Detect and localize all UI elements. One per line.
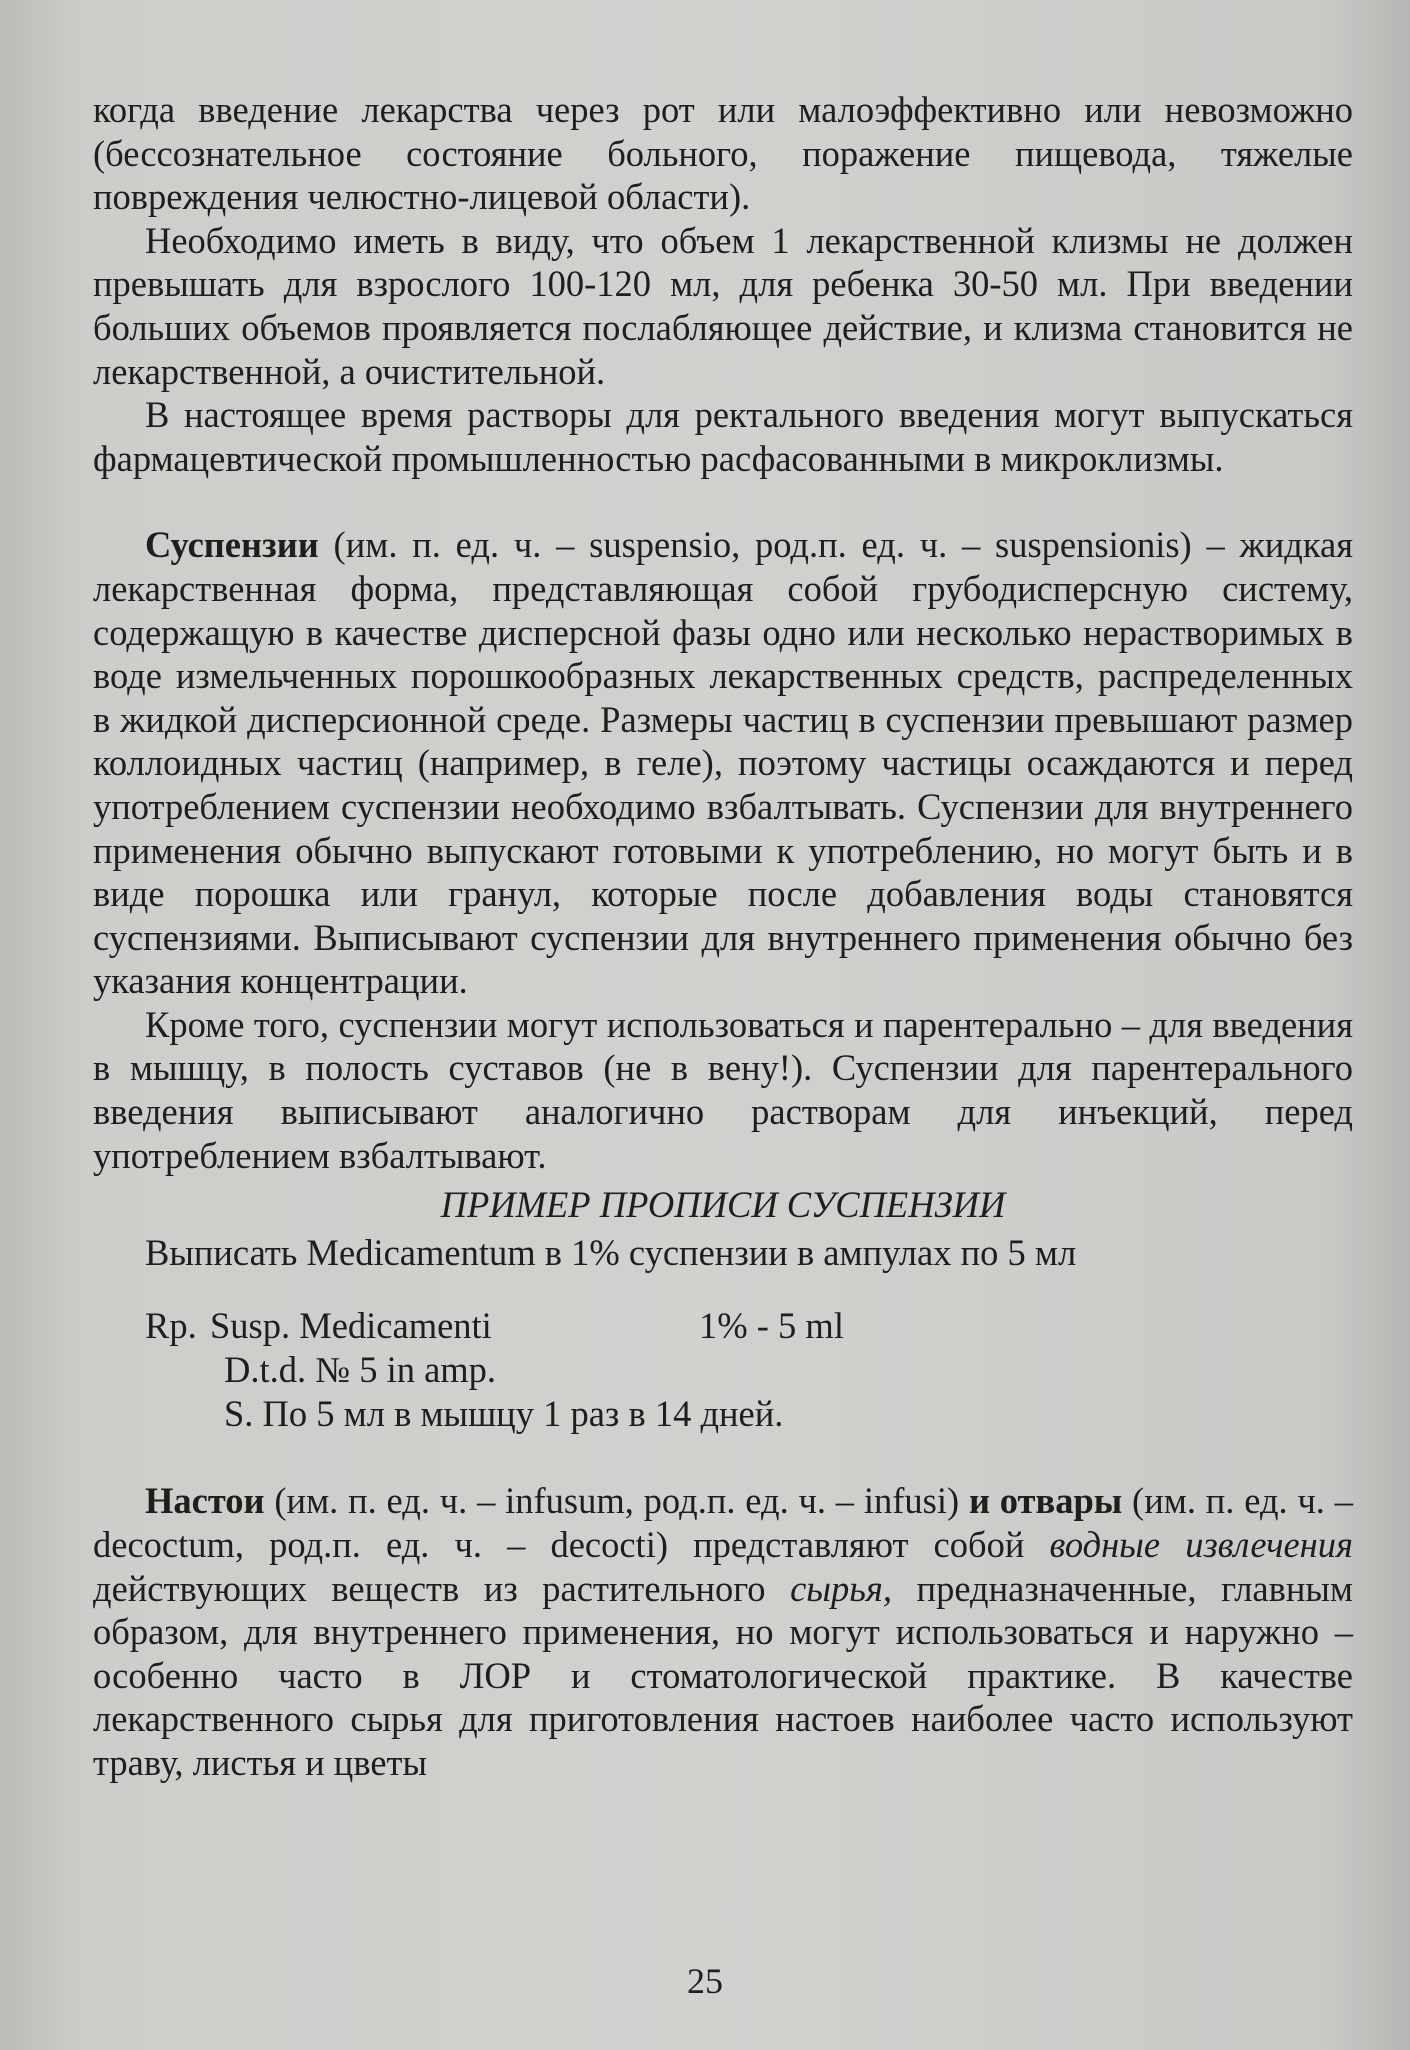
paragraph-enema-volume: Необходимо иметь в виду, что объем 1 лекарственной клизмы не должен превышать для взрослого 100-120 мл, для ребенка 30-50 мл. При введении больших объемов проявляется послабляющее действие, и клизма становится не лекарственной, а очистительной. [93,219,1353,392]
rx-dtd: D.t.d. № 5 in amp. [224,1349,497,1391]
term-infusions: Настои [145,1480,265,1522]
paragraph-infusions-decoctions [93,1479,1353,1784]
rx-label: Rp. [145,1305,197,1347]
page-number: 25 [687,1961,723,2001]
example-title: ПРИМЕР ПРОПИСИ СУСПЕНЗИИ [440,1184,1006,1226]
italic-raw-material: сырья, [790,1567,892,1609]
paragraph-microenemas: В настоящее время растворы для ректального введения могут выпускаться фармацевтической промышленностью расфасованными в микроклизмы. [93,394,1353,479]
paragraph-suspensions [93,523,1353,1003]
decoctions-latin: (им. п. ед. ч. – decoctum, род.п. ед. ч. – decocti) представляют собой [93,1480,1353,1566]
paragraph-parenteral-suspensions: Кроме того, суспензии могут использоваться и парентерально – для введения в мышцу, в полость суставов (не в вену!). Суспензии для парентерального введения выписывают аналогично растворам для инъекций, перед употреблением взбалтывают. [93,1003,1353,1176]
rx-signa: S. По 5 мл в мышцу 1 раз в 14 дней. [224,1393,784,1435]
term-decoctions: и отвары [968,1480,1123,1522]
page-text [93,88,1353,1785]
spacer [93,480,1353,523]
paragraph-rectal-indications: когда введение лекарства через рот или малоэффективно или невозможно (бессознательное состояние больного, поражение пищевода, тяжелые повреждения челюстно-лицевой области). [93,89,1353,218]
italic-water-extracts: водные извлечения [1049,1524,1354,1566]
prescription-line-rp [93,1304,1353,1348]
infusions-latin: (им. п. ед. ч. – infusum, род.п. ед. ч. – infusi) [264,1480,969,1522]
rx-dose: 1% - 5 ml [699,1305,844,1347]
suspensions-definition: (им. п. ед. ч. – suspensio, род.п. ед. ч. – suspensionis) – жидкая лекарственная форма, представляющая собой грубодисперсную систему, содержащую в качестве дисперсной фазы одно или несколько нерастворимых в воде измельченных порошкообразных лекарственных средств, распределенных в жидкой дисперсионной среде. Размеры частиц в суспензии превышают размер коллоидных частиц (например, в геле), поэтому частицы осаждаются и перед употреблением суспензии необходимо взбалтывать. Суспензии для внутреннего применения обычно выпускают готовыми к употреблению, но могут быть и в виде порошка или гранул, которые после добавления воды становятся суспензиями. Выписывают суспензии для внутреннего применения обычно без указания концентрации. [93,524,1353,1002]
example-task: Выписать Medicamentum в 1% суспензии в ампулах по 5 мл [145,1231,1077,1273]
prescription-line-signa [93,1392,1353,1436]
spacer [93,1436,1353,1479]
infusions-text: действующих веществ из растительного [93,1567,791,1609]
infusions-text-end: предназначенные, главным образом, для внутреннего применения, но могут использоваться и наружно – особенно часто в ЛОР и стоматологической практике. В качестве лекарственного сырья для приготовления настоев наиболее часто используют траву, листья и цветы [93,1567,1353,1783]
rx-drug: Susp. Medicamenti [210,1305,492,1347]
prescription-line-dtd [93,1348,1353,1392]
term-suspensions: Суспензии [145,524,319,566]
spacer [93,1274,1353,1304]
